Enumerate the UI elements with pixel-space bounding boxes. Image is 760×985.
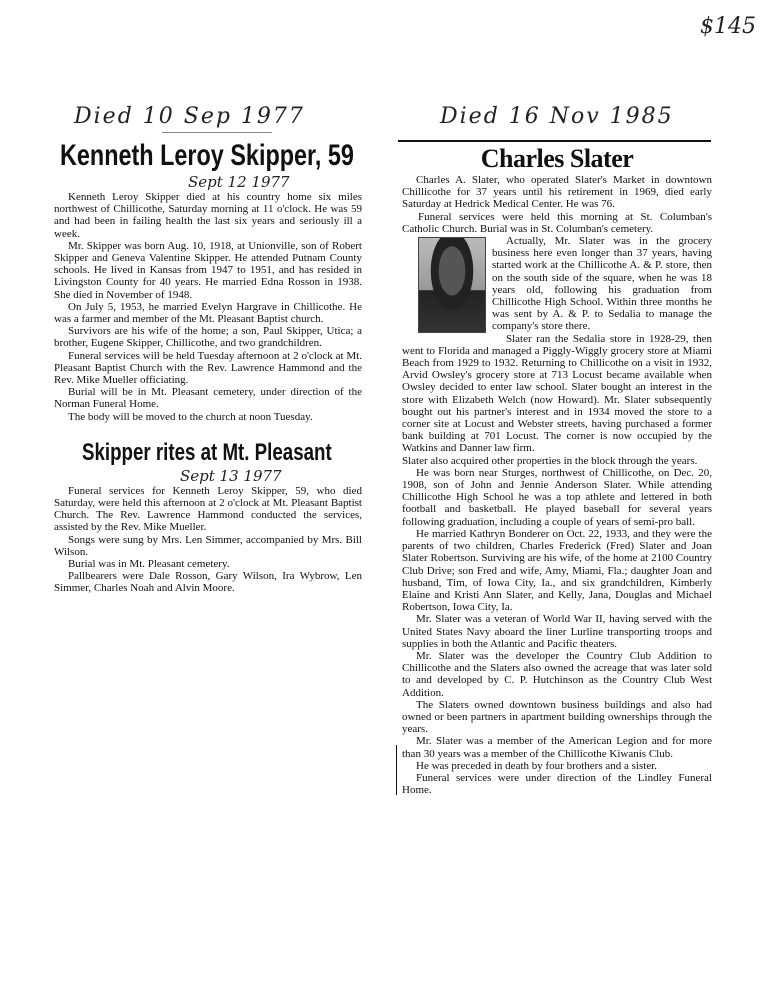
paragraph: Actually, Mr. Slater was in the grocery business here even longer than 37 years, having started work at the Chillicothe A. & P. store, then on the south side of the square, when he was 18 years old, following his graduation from Chillicothe High School. Within three months he was sent by A. & P. to Sedalia to manage the company's store there. [492,235,712,333]
skipper-obituary-body [54,191,362,423]
paragraph: The body will be moved to the church at noon Tuesday. [68,410,313,423]
paragraph: Funeral services for Kenneth Leroy Skipper, 59, who died Saturday, were held this afternoon at 2 o'clock at Mt. Pleasant Baptist Church. The Rev. Lawrence Hammond conducted the services, assisted by the Rev. Mike Mueller. [54,484,362,534]
handwritten-date-annotation: Sept 12 1977 [188,173,290,191]
catalog-number-annotation: $145 [700,14,756,39]
skipper-headline: Kenneth Leroy Skipper, 59 [60,139,354,172]
paragraph: Slater ran the Sedalia store in 1928-29, then went to Florida and managed a Piggly-Wiggly grocery store at Miami Beach from 1929 to 1932. Returning to Chillicothe on a visit in 1932, Arvid Owsley's grocery store at 713 Locust became available when Owsley decided to enter law school. Slater bought an interest in the store with Elizabeth Welch (now Howard). Mr. Slater subsequently bought out his partner's interest and in 1934 moved the store to a corner site at Locust and Webster streets, having purchased a former bank building at 701 Locust. The corner is now occupied by the Watkins and Danner law firm. [402,332,712,455]
paragraph: Funeral services were held this morning at St. Columban's Catholic Church. Burial was in St. Columban's cemetery. [402,210,712,235]
right-column [402,104,712,796]
left-column [54,104,362,595]
paragraph: Funeral services will be held Tuesday afternoon at 2 o'clock at Mt. Pleasant Baptist Church with the Rev. Lawrence Hammond and the Rev. Mike Mueller officiating. [54,349,362,387]
paragraph: He was preceded in death by four brothers and a sister. [416,759,658,772]
paragraph: Burial will be in Mt. Pleasant cemetery, under direction of the Norman Funeral Home. [54,386,362,411]
paragraph: He married Kathryn Bonderer on Oct. 22, 1933, and they were the parents of two children, Charles Frederick (Fred) Slater and Joan Slater Robertson. Surviving are his wife, of the home at 2100 Country Club Drive; son Fred and wife, Amy, Miami, Fla.; daughter Joan and husband, Tim, of Iowa City, Ia., and six grandchildren, Kimberly Elaine and Kristi Ann Slater, and Kelly, Jana, Douglas and Michael Robertson, Iowa City, Ia. [402,527,712,614]
paragraph: Survivors are his wife of the home; a son, Paul Skipper, Utica; a brother, Eugene Skipper, Chillicothe, and two grandchildren. [54,325,362,350]
paragraph: On July 5, 1953, he married Evelyn Hargrave in Chillicothe. He was a farmer and member of the Mt. Pleasant Baptist church. [54,300,362,326]
dash-line [162,132,272,133]
paragraph: Mr. Slater was a member of the American Legion and for more than 30 years was a member of the Chillicothe Kiwanis Club. [402,735,712,760]
paragraph: Charles A. Slater, who operated Slater's Market in downtown Chillicothe for 37 years until his retirement in 1969, died early Saturday at Hedrick Medical Center. He was 76. [402,174,712,211]
paragraph: Kenneth Leroy Skipper died at his country home six miles northwest of Chillicothe, Saturday morning at 11 o'clock. He was 59 and had been in failing health the last six years and seriously ill a week. [54,191,362,240]
handwritten-death-date-left: Died 10 Sep 1977 [74,104,305,129]
paragraph: Pallbearers were Dale Rosson, Gary Wilson, Ira Wybrow, Len Simmer, Charles Noah and Alvin Moore. [54,570,362,595]
rites-headline: Skipper rites at Mt. Pleasant [82,438,332,466]
paragraph: Mr. Slater was a veteran of World War II, having served with the United States Navy aboard the liner Lurline transporting troops and supplies in both the Atlantic and Pacific theaters. [402,613,712,650]
headline-rule [398,140,711,142]
paragraph: Mr. Slater was the developer the Country Club Addition to Chillicothe and the Slaters also owned the acreage that was later sold to and developed by C. P. Hutchinson as the Country Club West Addition. [402,649,712,699]
paragraph: Mr. Skipper was born Aug. 10, 1918, at Unionville, son of Robert Skipper and Geneva Valentine Skipper. He attended Putnam County schools. He lived in Kansas from 1947 to 1951, and has resided in Livingston County for 40 years. He married Edna Rosson in 1938. She died in November of 1948. [54,239,362,301]
slater-obituary-body [402,174,712,796]
slater-headline: Charles Slater [480,144,634,173]
margin-mark [396,745,397,795]
handwritten-death-date-right: Died 16 Nov 1985 [440,104,674,129]
rites-body [54,485,362,595]
paragraph: Slater also acquired other properties in the block through the years. [402,454,698,467]
handwritten-date-annotation: Sept 13 1977 [180,466,282,485]
portrait-photo [418,237,486,333]
paragraph: The Slaters owned downtown business buildings and also had owned or been partners in apartment building ownerships through the years. [402,698,712,736]
paragraph: Songs were sung by Mrs. Len Simmer, accompanied by Mrs. Bill Wilson. [54,533,362,558]
paragraph: Funeral services were under direction of the Lindley Funeral Home. [402,771,712,797]
paragraph: He was born near Sturges, northwest of Chillicothe, on Dec. 20, 1908, son of John and Jennie Anderson Slater. While attending Chillicothe High School he was a top athlete and lettered in both football and basketball. He played baseball for several years following graduation, including a couple of years of semi-pro ball. [402,466,712,528]
paragraph: Burial was in Mt. Pleasant cemetery. [68,558,230,571]
